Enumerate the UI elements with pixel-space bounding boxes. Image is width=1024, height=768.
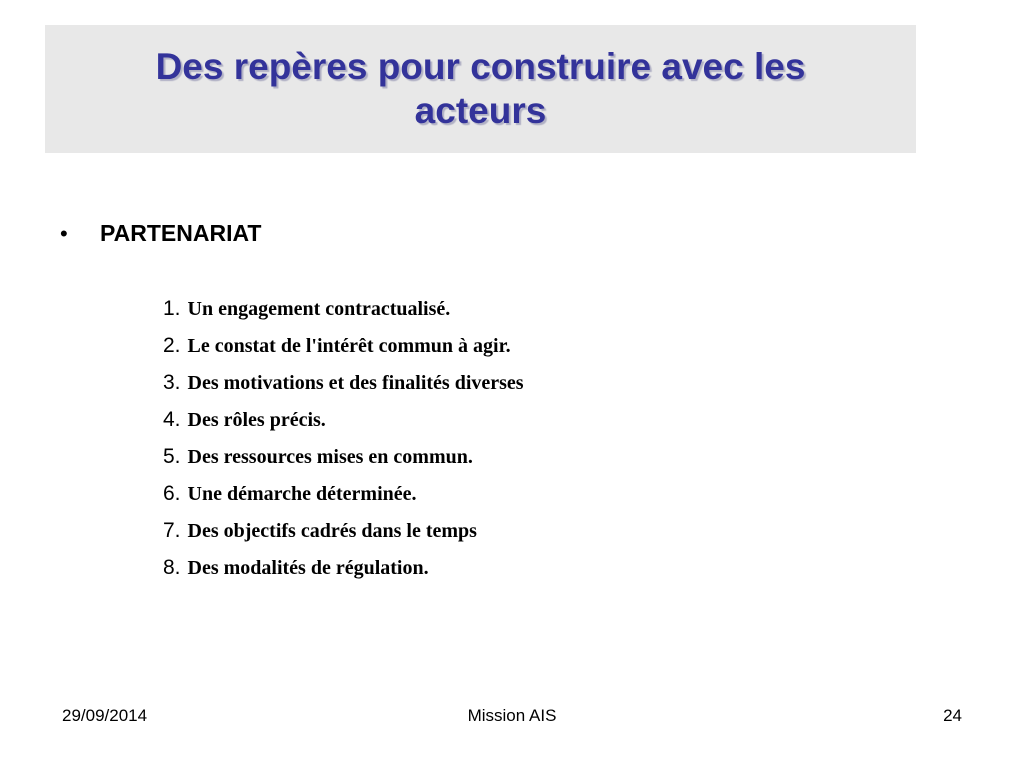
item-text: Des ressources mises en commun. [187, 446, 473, 468]
item-number: 1. [163, 297, 181, 320]
item-number: 2. [163, 334, 181, 357]
bullet-heading [60, 220, 261, 247]
list-item [163, 297, 524, 334]
list-item [163, 334, 524, 371]
item-text: Des rôles précis. [187, 409, 326, 431]
footer-title: Mission AIS [467, 706, 557, 725]
item-text: Des modalités de régulation. [187, 557, 429, 579]
item-text: Une démarche déterminée. [187, 483, 417, 505]
list-item [163, 519, 524, 556]
footer-date: 29/09/2014 [62, 706, 148, 725]
item-number: 6. [163, 482, 181, 505]
item-number: 7. [163, 519, 181, 542]
list-item [163, 556, 524, 593]
item-number: 8. [163, 556, 181, 579]
list-item [163, 408, 524, 445]
numbered-list [163, 297, 524, 593]
item-text: Des objectifs cadrés dans le temps [187, 520, 477, 542]
item-text: Le constat de l'intérêt commun à agir. [187, 335, 511, 357]
item-number: 3. [163, 371, 181, 394]
list-item [163, 371, 524, 408]
bullet-label: PARTENARIAT [100, 220, 262, 246]
item-number: 4. [163, 408, 181, 431]
list-item [163, 482, 524, 519]
item-text: Un engagement contractualisé. [187, 298, 451, 320]
slide-title: Des repères pour construire avec les acteurs [155, 46, 806, 131]
item-text: Des motivations et des finalités diverses [187, 372, 524, 394]
item-number: 5. [163, 445, 181, 468]
bullet-marker: • [60, 220, 68, 246]
title-box [45, 25, 916, 153]
page-number: 24 [943, 706, 962, 725]
list-item [163, 445, 524, 482]
